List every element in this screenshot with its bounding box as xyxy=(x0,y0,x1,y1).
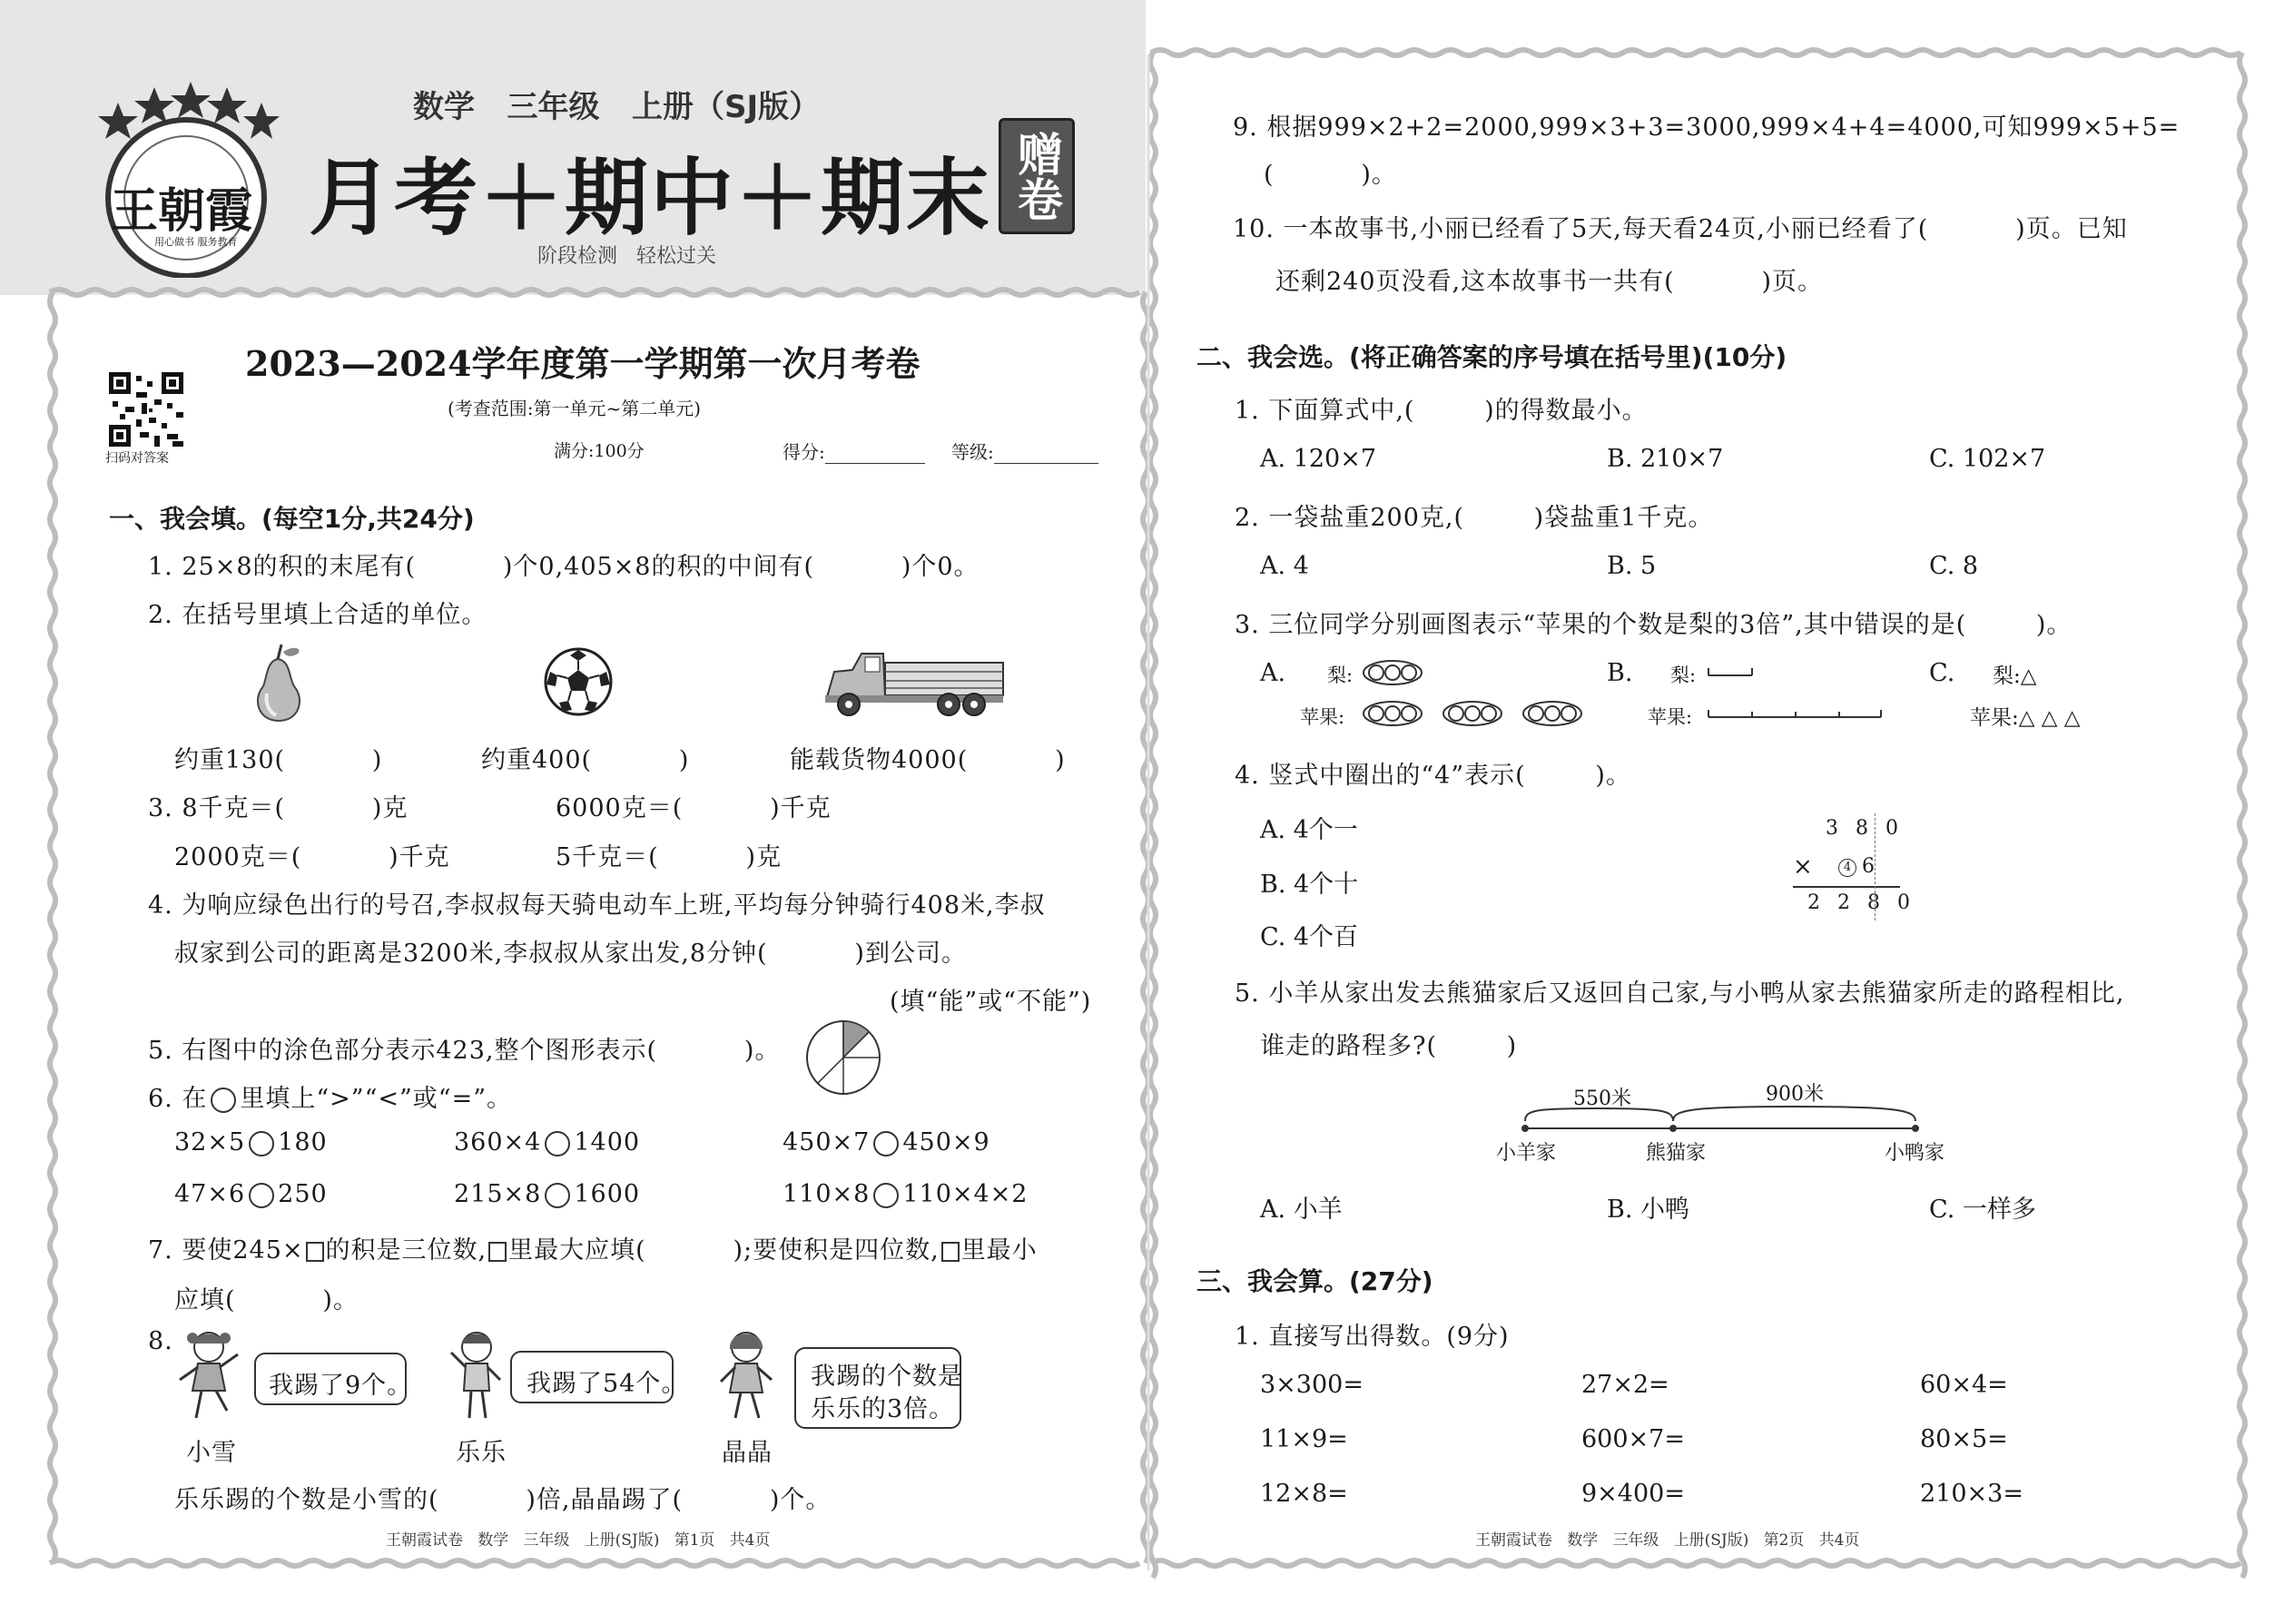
s1-q4-line3: (填“能”或“不能”) xyxy=(890,988,1092,1016)
pear-image xyxy=(247,643,310,724)
girl-xiaoxue-icon xyxy=(172,1327,254,1427)
s1-q6-item5: 215×8 1600 xyxy=(454,1180,641,1208)
s2-q1-c[interactable]: C. 102×7 xyxy=(1929,445,2046,473)
distance-900: 900米 xyxy=(1766,1083,1824,1106)
s1-q6: 6. 在 里填上“>”“<”或“=”。 xyxy=(148,1085,513,1113)
compare-circle[interactable] xyxy=(873,1183,899,1208)
s1-q3-b: 6000克＝( )千克 xyxy=(556,794,832,822)
logo xyxy=(91,80,281,278)
s1-q8-name2: 乐乐 xyxy=(456,1439,507,1467)
s2-q4-b[interactable]: B. 4个十 xyxy=(1260,871,1359,899)
route-diagram xyxy=(1507,1076,1925,1148)
s2-q3-b[interactable]: B. xyxy=(1607,659,1633,687)
s1-q10-line2: 还剩240页没看,这本故事书一共有( )页。 xyxy=(1275,268,1824,296)
s1-q6-item4: 47×6 250 xyxy=(174,1180,328,1208)
s2-q2-c[interactable]: C. 8 xyxy=(1929,552,1979,580)
s2-q1: 1. 下面算式中,( )的得数最小。 xyxy=(1235,397,1648,425)
calc-4: 11×9= xyxy=(1260,1425,1348,1453)
footer-right: 王朝霞试卷 数学 三年级 上册(SJ版) 第2页 共4页 xyxy=(1475,1531,1860,1550)
header-title: 月考＋期中＋期末 xyxy=(309,150,992,247)
exam-title: 2023—2024学年度第一学期第一次月考卷 xyxy=(245,343,921,384)
s2-q3-a-pear-label: 梨: xyxy=(1327,664,1354,686)
compare-circle[interactable] xyxy=(249,1131,274,1156)
s1-q7-line1: 7. 要使245× 的积是三位数, 里最大应填( );要使积是四位数, 里最小 xyxy=(148,1236,1038,1265)
place-panda-home: 熊猫家 xyxy=(1646,1142,1707,1165)
s2-q5-b[interactable]: B. 小鸭 xyxy=(1607,1196,1690,1224)
section1-heading: 一、我会填。(每空1分,共24分) xyxy=(109,504,475,534)
s2-q3-b-pear-label: 梨: xyxy=(1670,664,1697,686)
s2-q3-c[interactable]: C. xyxy=(1929,659,1955,687)
s1-q3-c: 2000克＝( )千克 xyxy=(174,843,450,871)
s1-q8-bubble3a: 我踢的个数是 xyxy=(811,1363,963,1391)
s1-q6-item6: 110×8 110×4×2 xyxy=(783,1180,1029,1208)
section3-heading: 三、我会算。(27分) xyxy=(1196,1266,1433,1296)
s1-q5: 5. 右图中的涂色部分表示423,整个图形表示( )。 xyxy=(148,1037,781,1065)
s1-q4-line2: 叔家到公司的距离是3200米,李叔叔从家出发,8分钟( )到公司。 xyxy=(174,940,967,968)
s2-q5-line2: 谁走的路程多?( ) xyxy=(1260,1032,1518,1060)
girl-jingjing-icon xyxy=(710,1325,783,1425)
s1-q9-line2: ( )。 xyxy=(1264,161,1397,189)
calc-9: 210×3= xyxy=(1920,1480,2023,1508)
s1-q6-item1: 32×5 180 xyxy=(174,1128,328,1156)
s1-q2-item1: 约重130( ) xyxy=(174,746,383,774)
boy-lele-icon xyxy=(440,1325,513,1425)
calc-8: 9×400= xyxy=(1581,1480,1685,1508)
compare-circle[interactable] xyxy=(873,1131,899,1156)
footer-left: 王朝霞试卷 数学 三年级 上册(SJ版) 第1页 共4页 xyxy=(386,1531,771,1550)
s2-q3-b-pear-line xyxy=(1707,663,1756,681)
s2-q3-a-apple-label: 苹果: xyxy=(1300,706,1345,728)
compare-circle[interactable] xyxy=(545,1183,570,1208)
calc-6: 80×5= xyxy=(1920,1425,2008,1453)
s3-sub1: 1. 直接写出得数。(9分) xyxy=(1235,1323,1510,1351)
grade-field[interactable]: 等级: xyxy=(951,438,1098,464)
calc-7: 12×8= xyxy=(1260,1480,1348,1508)
subject-line: 数学 三年级 上册（SJ版） xyxy=(413,89,821,125)
s1-q6-item3: 450×7 450×9 xyxy=(783,1128,990,1156)
compare-circle[interactable] xyxy=(545,1131,570,1156)
s1-q3-a: 3. 8千克＝( )克 xyxy=(148,794,409,822)
logo-sub: 用心做书 服务教育 xyxy=(154,236,238,248)
s2-q2-b[interactable]: B. 5 xyxy=(1607,552,1657,580)
section2-heading: 二、我会选。(将正确答案的序号填在括号里)(10分) xyxy=(1196,342,1787,372)
s1-q2-item2: 约重400( ) xyxy=(481,746,690,774)
place-lamb-home: 小羊家 xyxy=(1496,1142,1557,1165)
circled-four: 4 xyxy=(1838,859,1856,877)
tagline: 阶段检测 轻松过关 xyxy=(537,245,716,268)
s1-q4-line1: 4. 为响应绿色出行的号召,李叔叔每天骑电动车上班,平均每分钟骑行408米,李叔 xyxy=(148,891,1046,920)
s1-q2-item3: 能载货物4000( ) xyxy=(790,746,1066,774)
s2-q1-b[interactable]: B. 210×7 xyxy=(1607,445,1724,473)
s1-q2: 2. 在括号里填上合适的单位。 xyxy=(148,601,487,629)
s1-q9-line1: 9. 根据999×2+2=2000,999×3+3=3000,999×4+4=4000,可知999×5+5= xyxy=(1233,113,2181,142)
s1-q8-question: 乐乐踢的个数是小雪的( )倍,晶晶踢了( )个。 xyxy=(174,1486,832,1514)
s1-q10-line1: 10. 一本故事书,小丽已经看了5天,每天看24页,小丽已经看了( )页。已知 xyxy=(1233,215,2128,243)
s1-q3-d: 5千克＝( )克 xyxy=(556,843,783,871)
shaded-circle-figure xyxy=(804,1019,882,1097)
s2-q4: 4. 竖式中圈出的“4”表示( )。 xyxy=(1235,762,1631,790)
s1-q8-bubble1: 我踢了9个。 xyxy=(269,1372,413,1400)
s2-q3-a-apple-ovals xyxy=(1362,699,1589,728)
s2-q4-a[interactable]: A. 4个一 xyxy=(1260,816,1358,844)
s2-q3-b-apple-label: 苹果: xyxy=(1648,706,1693,728)
vertical-multiplication: 3 8 0 × 4 6 2 2 8 0 xyxy=(1793,813,1902,924)
s1-q1: 1. 25×8的积的末尾有( )个0,405×8的积的中间有( )个0。 xyxy=(148,553,980,581)
distance-550: 550米 xyxy=(1573,1088,1631,1110)
s1-q7-line2: 应填( )。 xyxy=(174,1286,359,1314)
s2-q2: 2. 一袋盐重200克,( )袋盐重1千克。 xyxy=(1235,504,1714,532)
wavy-border xyxy=(1151,1560,2240,1566)
s2-q3-b-apple-line xyxy=(1707,704,1888,723)
s1-q8-name1: 小雪 xyxy=(186,1439,237,1467)
soccer-ball-image xyxy=(543,646,614,717)
qr-caption: 扫码对答案 xyxy=(105,451,169,466)
s1-q8-bubble3b: 乐乐的3倍。 xyxy=(811,1395,955,1423)
gift-badge: 赠卷 xyxy=(999,118,1075,234)
s2-q5-c[interactable]: C. 一样多 xyxy=(1929,1196,2036,1224)
s1-q6-item2: 360×4 1400 xyxy=(454,1128,641,1156)
s2-q3-a[interactable]: A. xyxy=(1260,659,1286,687)
logo-text: 王朝霞 xyxy=(111,183,253,239)
score-field[interactable]: 得分: xyxy=(783,438,925,464)
s2-q5-line1: 5. 小羊从家出发去熊猫家后又返回自己家,与小鸭从家去熊猫家所走的路程相比, xyxy=(1235,979,2125,1008)
calc-3: 60×4= xyxy=(1920,1371,2008,1399)
wavy-border xyxy=(1151,50,2240,55)
s2-q3-c-apple: 苹果:△ △ △ xyxy=(1970,706,2081,730)
place-duck-home: 小鸭家 xyxy=(1885,1142,1945,1165)
calc-1: 3×300= xyxy=(1260,1371,1364,1399)
s1-q8-number: 8. xyxy=(148,1327,173,1355)
s1-q8-bubble2: 我踢了54个。 xyxy=(527,1370,687,1398)
calc-2: 27×2= xyxy=(1581,1371,1669,1399)
s2-q3: 3. 三位同学分别画图表示“苹果的个数是梨的3倍”,其中错误的是( )。 xyxy=(1235,611,2072,639)
s2-q3-a-pear-oval xyxy=(1362,659,1425,686)
s2-q5-a[interactable]: A. 小羊 xyxy=(1260,1196,1343,1224)
truck-image xyxy=(822,646,1008,719)
full-score: 满分:100分 xyxy=(554,441,645,461)
s2-q3-c-pear: 梨:△ xyxy=(1993,664,2037,688)
s1-q8-name3: 晶晶 xyxy=(722,1439,773,1467)
s2-q2-a[interactable]: A. 4 xyxy=(1260,552,1309,580)
s2-q4-c[interactable]: C. 4个百 xyxy=(1260,923,1359,951)
calc-5: 600×7= xyxy=(1581,1425,1685,1453)
s2-q1-a[interactable]: A. 120×7 xyxy=(1260,445,1376,473)
wavy-border xyxy=(50,1560,1139,1566)
qr-code[interactable] xyxy=(109,372,183,447)
wavy-border xyxy=(50,290,1139,295)
exam-scope: (考查范围:第一单元~第二单元) xyxy=(448,398,702,419)
compare-circle[interactable] xyxy=(249,1183,274,1208)
